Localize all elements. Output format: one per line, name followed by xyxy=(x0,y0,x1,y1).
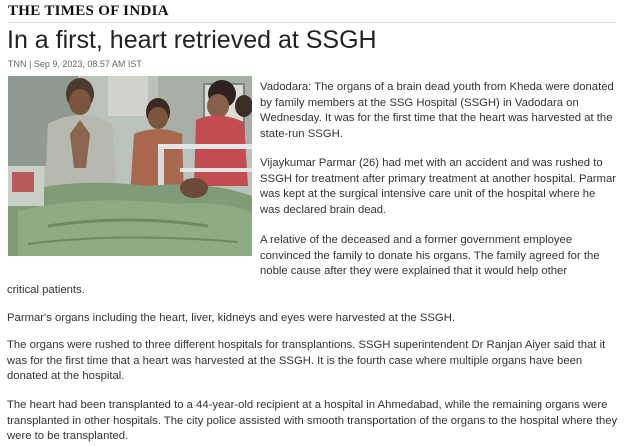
article-paragraph: Vijaykumar Parmar (26) had met with an accident and was rushed to SSGH for treatment after primary treatment at another hospital. Parmar was kept at the surgical intensive care unit of the hospital where he was declared brain dead. xyxy=(260,157,616,216)
article-paragraph: critical patients. xyxy=(7,284,85,296)
article-photo xyxy=(8,76,252,256)
site-logo[interactable]: THE TIMES OF INDIA xyxy=(8,3,169,19)
masthead xyxy=(8,2,616,23)
article-paragraph: The organs were rushed to three different hospitals for transplantions. SSGH superintendent Dr Ranjan Aiyer said that it was for the first time that a heart was harvested at the SSGH. It is the fourth case where multiple organs have been donated at the hospital. xyxy=(7,339,606,383)
article-headline: In a first, heart retrieved at SSGH xyxy=(7,26,377,54)
article-paragraph: A relative of the deceased and a former government employee convinced the family to donate his organs. The family agreed for the noble cause after they were explained that it would help other xyxy=(260,234,600,278)
article-paragraph: The heart had been transplanted to a 44-year-old recipient at a hospital in Ahmedabad, while the remaining organs were transplanted in other hospitals. The city police assisted with smooth transportation of the organs to the hospital where they were to be transplanted. xyxy=(7,399,618,443)
article-paragraph: Vadodara: The organs of a brain dead youth from Kheda were donated by family members at the SSG Hospital (SSGH) in Vadodara on Wednesday. It was for the first time that the heart was harvested at the state-run SSGH. xyxy=(260,81,614,140)
news-photo-illustration xyxy=(8,76,252,256)
article-byline: TNN | Sep 9, 2023, 08.57 AM IST xyxy=(8,59,142,69)
article-paragraph: Parmar's organs including the heart, liver, kidneys and eyes were harvested at the SSGH. xyxy=(7,312,455,324)
